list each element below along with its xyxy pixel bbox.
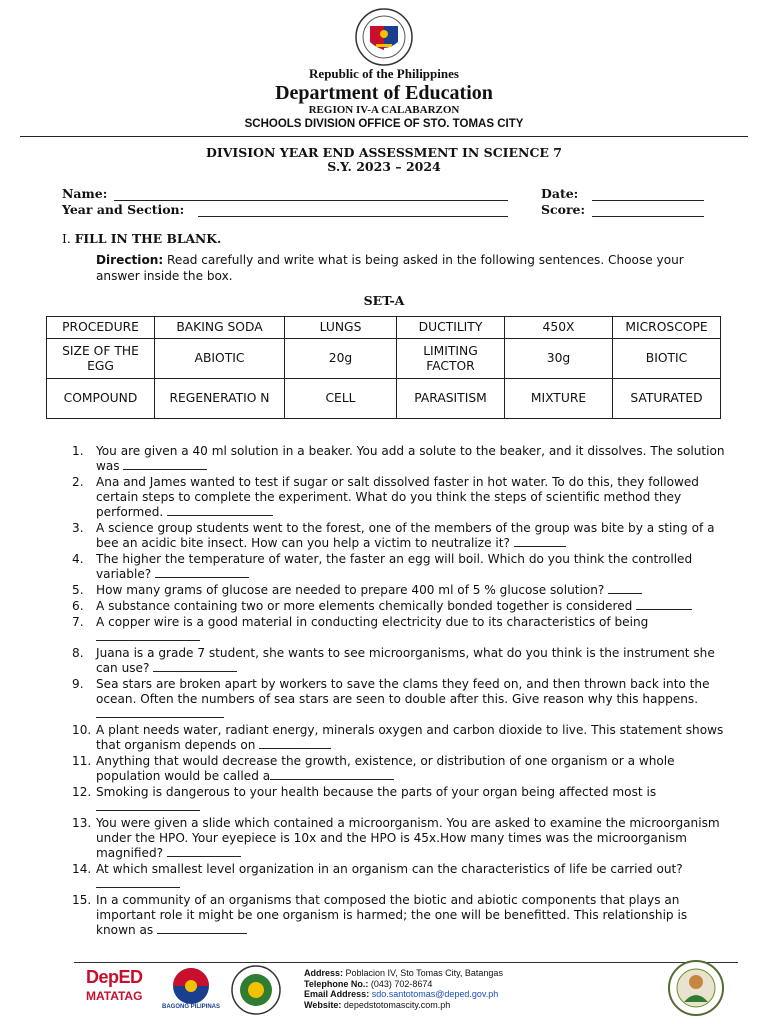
part-number: I. (62, 232, 71, 246)
school-year: S.Y. 2023 – 2024 (327, 159, 441, 174)
answer-blank[interactable] (608, 583, 642, 594)
footer-divider (74, 962, 738, 963)
choice-cell: BIOTIC (613, 339, 721, 379)
question-number: 14. (72, 861, 92, 876)
question-number: 1. (72, 444, 84, 458)
question-item (58, 475, 726, 520)
score-label: Score: (541, 202, 586, 217)
question-number: 13. (72, 816, 92, 830)
question-number: 10. (72, 723, 92, 737)
question-number: 5. (72, 582, 84, 597)
choices-row (47, 339, 721, 379)
question-item (58, 583, 726, 598)
year-section-field[interactable] (198, 202, 508, 217)
choice-cell: MICROSCOPE (613, 317, 721, 339)
question-number: 4. (72, 551, 84, 566)
question-text: How many grams of glucose are needed to prepare 400 ml of 5 % glucose solution? (96, 582, 609, 597)
year-section-label: Year and Section: (62, 202, 185, 217)
answer-blank[interactable] (636, 599, 692, 610)
question-text: In a community of an organisms that composed the biotic and abiotic components that plays an important role it might be one organism is harmed; the one will be benefitted. This relationship is known as (96, 892, 688, 937)
telephone-line (304, 979, 503, 990)
part-heading (62, 231, 221, 246)
answer-blank[interactable] (167, 846, 241, 857)
direction-text: Read carefully and write what is being asked in the following sentences. Choose your answer inside the box. (96, 253, 684, 283)
website-label: Website: (304, 999, 342, 1010)
question-text: A substance containing two or more elements chemically bonded together is considered (96, 599, 637, 613)
address-label: Address: (304, 968, 344, 978)
email-link[interactable]: sdo.santotomas@deped.gov.ph (369, 989, 499, 999)
telephone-text: (043) 702-8674 (368, 978, 433, 989)
choice-cell: 450X (505, 317, 613, 339)
choice-cell: SIZE OF THE EGG (47, 339, 155, 379)
question-text: At which smallest level organization in an organism can the characteristics of life be carried out? (96, 861, 683, 876)
division-seal (230, 964, 282, 1016)
question-item (58, 646, 726, 676)
question-item (58, 521, 726, 551)
website-line (304, 1000, 503, 1011)
question-text: Juana is a grade 7 student, she wants to see microorganisms, what do you think is the instrument she can use? (96, 646, 715, 675)
question-item (58, 677, 726, 722)
question-text: Anything that would decrease the growth, existence, or distribution of one organism or a whole population would be called a (96, 754, 675, 783)
choice-cell: CELL (285, 379, 397, 419)
deped-matatag-logo (86, 966, 166, 1014)
question-text: You were given a slide which contained a microorganism. You are asked to examine the microorganism under the HPO. Your eyepiece is 10x and the HPO is 45x.How many times was the microorganism magnified? (96, 816, 720, 860)
address-text: Poblacion IV, Sto Tomas City, Batangas (343, 968, 503, 978)
question-item (58, 552, 726, 582)
exam-title: DIVISION YEAR END ASSESSMENT IN SCIENCE 7 (206, 145, 562, 160)
question-item (58, 785, 726, 815)
question-number: 7. (72, 615, 84, 630)
question-number: 9. (72, 677, 84, 692)
choice-cell: BAKING SODA (155, 317, 285, 339)
answer-blank[interactable] (96, 877, 180, 888)
choice-cell: COMPOUND (47, 379, 155, 419)
answer-blank[interactable] (155, 567, 249, 578)
direction-label: Direction: (96, 253, 164, 267)
choice-cell: REGENERATIO N (155, 379, 285, 419)
question-text: The higher the temperature of water, the faster an egg will boil. Which do you think the controlled variable? (96, 551, 693, 581)
question-list (58, 444, 726, 939)
question-item (58, 893, 726, 938)
address-line (304, 968, 503, 979)
answer-blank[interactable] (157, 923, 247, 934)
name-label: Name: (62, 186, 108, 201)
question-number: 6. (72, 599, 84, 613)
choices-row (47, 379, 721, 419)
question-text: A plant needs water, radiant energy, minerals oxygen and carbon dioxide to live. This statement shows that organism depends on (96, 723, 724, 752)
answer-blank[interactable] (96, 707, 224, 718)
question-item (58, 599, 726, 614)
deped-logo-text: DepED (86, 967, 143, 987)
question-text: You are given a 40 ml solution in a beaker. You add a solute to the beaker, and it dissolves. The solution was (96, 444, 725, 473)
question-text: Sea stars are broken apart by workers to save the clams they feed on, and then thrown back into the ocean. Often the numbers of sea stars are seen to double after this. Give reason why this happens. (96, 677, 710, 706)
answer-blank[interactable] (514, 536, 566, 547)
set-label: SET-A (363, 293, 405, 308)
header-divider (20, 136, 748, 137)
name-field[interactable] (114, 186, 508, 201)
question-text: Smoking is dangerous to your health because the parts of your organ being affected most is (96, 785, 657, 799)
email-line (304, 989, 503, 1000)
answer-blank[interactable] (167, 505, 273, 516)
question-number: 11. (72, 754, 92, 768)
choice-cell: SATURATED (613, 379, 721, 419)
deped-seal (346, 8, 422, 66)
part-title: FILL IN THE BLANK. (74, 231, 222, 246)
answer-blank[interactable] (259, 738, 331, 749)
direction (96, 253, 726, 284)
email-label: Email Address: (304, 989, 370, 999)
division-text: SCHOOLS DIVISION OFFICE OF STO. TOMAS CITY (244, 118, 524, 130)
choices-table (46, 316, 721, 419)
answer-blank[interactable] (270, 769, 394, 780)
bagong-pilipinas-text: BAGONG PILIPINAS (161, 1004, 220, 1010)
choice-cell: ABIOTIC (155, 339, 285, 379)
question-item (58, 816, 726, 861)
question-text: A science group students went to the forest, one of the members of the group was bite by a sting of a bee an acidic bite insect. How can you help a victim to neutralize it? (96, 520, 715, 550)
choice-cell: PARASITISM (397, 379, 505, 419)
choices-row (47, 317, 721, 339)
region-text: REGION IV-A CALABARZON (308, 104, 460, 116)
choice-cell: LUNGS (285, 317, 397, 339)
website-link[interactable]: depedstotomascity.com.ph (341, 999, 451, 1010)
date-field[interactable] (592, 186, 704, 201)
question-number: 12. (72, 785, 92, 799)
question-item (58, 615, 726, 645)
question-number: 15. (72, 892, 92, 907)
question-item (58, 862, 726, 892)
bagong-pilipinas-logo (168, 966, 214, 1006)
answer-blank[interactable] (153, 661, 237, 672)
question-number: 2. (72, 475, 84, 489)
telephone-label: Telephone No.: (304, 978, 369, 989)
choice-cell: DUCTILITY (397, 317, 505, 339)
date-label: Date: (541, 186, 579, 201)
answer-blank[interactable] (123, 459, 207, 470)
question-text: Ana and James wanted to test if sugar or salt dissolved faster in hot water. To do this, they followed certain steps to complete the experiment. What do you think the steps of scientific method they performed. (96, 475, 699, 519)
question-text: A copper wire is a good material in conducting electricity due to its characteristics of being (96, 615, 649, 630)
question-item (58, 444, 726, 474)
question-item (58, 754, 726, 784)
choice-cell: LIMITING FACTOR (397, 339, 505, 379)
question-item (58, 723, 726, 753)
choice-cell: PROCEDURE (47, 317, 155, 339)
matatag-logo-text: MATATAG (86, 989, 143, 1003)
choice-cell: 30g (505, 339, 613, 379)
mascot-badge-logo (664, 958, 728, 1018)
choice-cell: MIXTURE (505, 379, 613, 419)
question-number: 8. (72, 646, 84, 661)
answer-blank[interactable] (96, 800, 200, 811)
contact-block (304, 968, 503, 1010)
score-field[interactable] (592, 202, 704, 217)
choice-cell: 20g (285, 339, 397, 379)
answer-blank[interactable] (96, 630, 200, 641)
department-title: Department of Education (275, 82, 493, 104)
republic-text: Republic of the Philippines (309, 66, 459, 81)
question-number: 3. (72, 520, 84, 535)
